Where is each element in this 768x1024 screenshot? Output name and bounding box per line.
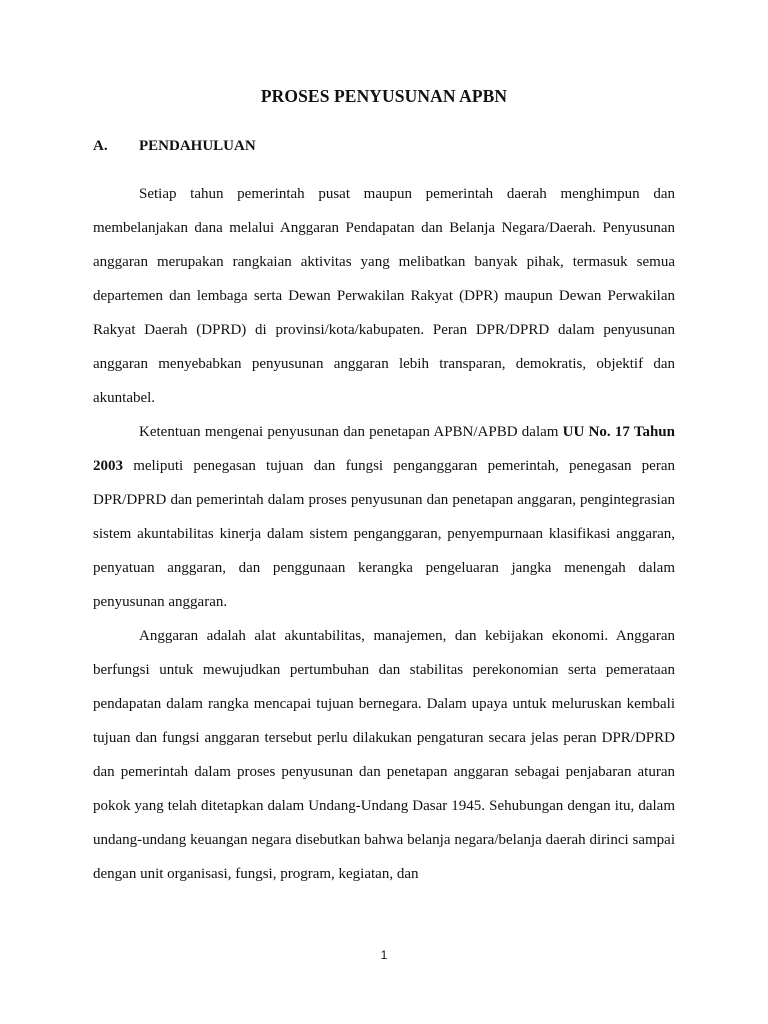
page-number: 1 <box>380 948 388 962</box>
paragraph-2-text-after: meliputi penegasan tujuan dan fungsi penganggaran pemerintah, penegasan peran DPR/DPRD dan pemerintah dalam proses penyusunan dan penetapan anggaran, pengintegrasian sistem akuntabilitas kinerja dalam sistem penganggaran, penyempurnaan klasifikasi anggaran, penyatuan anggaran, dan penggunaan kerangka pengeluaran jangka menengah dalam penyusunan anggaran. <box>93 458 675 610</box>
section-title: PENDAHULUAN <box>139 138 256 154</box>
body-text <box>93 177 675 891</box>
law-reference: UU No. 17 Tahun 2003 <box>93 424 675 474</box>
paragraph-1: Setiap tahun pemerintah pusat maupun pemerintah daerah menghimpun dan membelanjakan dana melalui Anggaran Pendapatan dan Belanja Negara/Daerah. Penyusunan anggaran merupakan rangkaian aktivitas yang melibatkan banyak pihak, termasuk semua departemen dan lembaga serta Dewan Perwakilan Rakyat (DPR) maupun Dewan Perwakilan Rakyat Daerah (DPRD) di provinsi/kota/kabupaten. Peran DPR/DPRD dalam penyusunan anggaran menyebabkan penyusunan anggaran lebih transparan, demokratis, objektif dan akuntabel. <box>93 186 675 406</box>
document-title: PROSES PENYUSUNAN APBN <box>260 86 508 106</box>
section-number: A. <box>93 138 108 154</box>
paragraph-3: Anggaran adalah alat akuntabilitas, manajemen, dan kebijakan ekonomi. Anggaran berfungsi untuk mewujudkan pertumbuhan dan stabilitas perekonomian serta pemerataan pendapatan dalam rangka mencapai tujuan bernegara. Dalam upaya untuk meluruskan kembali tujuan dan fungsi anggaran tersebut perlu dilakukan pengaturan secara jelas peran DPR/DPRD dan pemerintah dalam proses penyusunan dan penetapan anggaran sebagai penjabaran aturan pokok yang telah ditetapkan dalam Undang-Undang Dasar 1945. Sehubungan dengan itu, dalam undang-undang keuangan negara disebutkan bahwa belanja negara/belanja daerah dirinci sampai dengan unit organisasi, fungsi, program, kegiatan, dan <box>93 628 675 882</box>
paragraph-2 <box>93 415 675 619</box>
section-heading <box>93 138 256 155</box>
paragraph-2-text-before: Ketentuan mengenai penyusunan dan penetapan APBN/APBD dalam <box>139 424 563 440</box>
